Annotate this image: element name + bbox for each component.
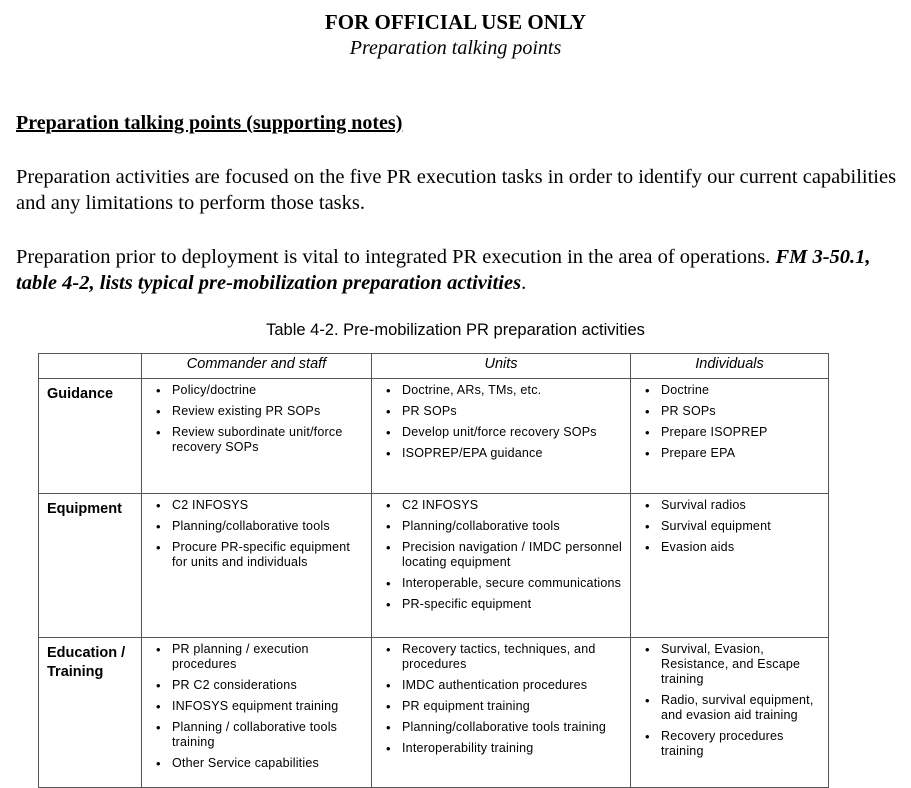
list-item: • Survival, Evasion, Resistance, and Escape training [661,642,824,687]
table-cell [631,494,829,638]
table-header-row [39,354,829,379]
list-item: • C2 INFOSYS [402,498,626,513]
table-cell [372,379,631,494]
table-cell [142,638,372,788]
document-subtitle: Preparation talking points [349,37,562,59]
paragraph-preparation-deployment [16,244,901,296]
list-item: • Recovery tactics, techniques, and procedures [402,642,626,672]
list-item: • Recovery procedures training [661,729,824,759]
list-item: • Prepare EPA [661,446,824,461]
row-header: Guidance [39,379,142,494]
list-item: • Policy/doctrine [172,383,367,398]
list-item: • Survival equipment [661,519,824,534]
list-item: • C2 INFOSYS [172,498,367,513]
table-cell [372,494,631,638]
section-title: Preparation talking points (supporting notes) [16,112,403,134]
list-item: • Review existing PR SOPs [172,404,367,419]
list-item: • PR SOPs [402,404,626,419]
preparation-activities-table [38,353,829,788]
table-cell [631,379,829,494]
list-item: • INFOSYS equipment training [172,699,367,714]
list-item: • Doctrine [661,383,824,398]
list-item: • Interoperable, secure communications [402,576,626,591]
table-row [39,494,829,638]
list-item: • Radio, survival equipment, and evasion aid training [661,693,824,723]
list-item: • Evasion aids [661,540,824,555]
corner-cell [39,354,142,379]
paragraph-end: . [521,272,527,294]
list-item: • PR-specific equipment [402,597,626,612]
list-item: • PR equipment training [402,699,626,714]
list-item: • Planning / collaborative tools training [172,720,367,750]
list-item: • PR SOPs [661,404,824,419]
table-caption: Table 4-2. Pre-mobilization PR preparation activities [266,321,645,339]
paragraph-preparation-activities: Preparation activities are focused on the five PR execution tasks in order to identify our current capabilities and any limitations to perform those tasks. [16,166,897,214]
row-header: Education / Training [39,638,142,788]
list-item: • ISOPREP/EPA guidance [402,446,626,461]
list-item: • Precision navigation / IMDC personnel locating equipment [402,540,626,570]
list-item: • Review subordinate unit/force recovery SOPs [172,425,367,455]
column-header: Individuals [631,354,829,379]
table-cell [372,638,631,788]
list-item: • Prepare ISOPREP [661,425,824,440]
table-cell [631,638,829,788]
list-item: • Planning/collaborative tools [402,519,626,534]
list-item: • Other Service capabilities [172,756,367,771]
list-item: • IMDC authentication procedures [402,678,626,693]
table-cell [142,494,372,638]
list-item: • Develop unit/force recovery SOPs [402,425,626,440]
list-item: • Planning/collaborative tools training [402,720,626,735]
table-cell [142,379,372,494]
list-item: • PR C2 considerations [172,678,367,693]
list-item: • Survival radios [661,498,824,513]
table-row [39,638,829,788]
table-row [39,379,829,494]
list-item: • Interoperability training [402,741,626,756]
field-manual-reference: FM 3-50.1, table 4-2, lists typical pre-mobilization preparation activities [16,246,871,294]
column-header: Units [372,354,631,379]
list-item: • Procure PR-specific equipment for units and individuals [172,540,367,570]
row-header: Equipment [39,494,142,638]
list-item: • Doctrine, ARs, TMs, etc. [402,383,626,398]
list-item: • PR planning / execution procedures [172,642,367,672]
paragraph-text: Preparation prior to deployment is vital to integrated PR execution in the area of operations. [16,246,771,268]
list-item: • Planning/collaborative tools [172,519,367,534]
classification-banner: FOR OFFICIAL USE ONLY [324,10,587,34]
column-header: Commander and staff [142,354,372,379]
